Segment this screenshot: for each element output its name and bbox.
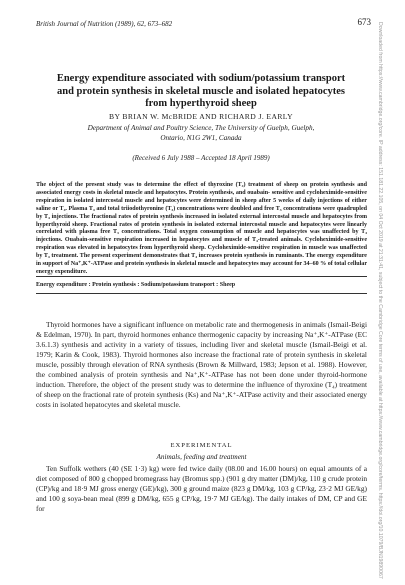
running-head	[36, 17, 371, 29]
abstract-line: sensitive and cycloheximide-sensitive respiration in isolated intercostal muscle and hepatocytes were	[36, 189, 367, 204]
journal-citation: British Journal of Nutrition (1989), 62, 673–682	[36, 20, 173, 28]
affiliation-line: Department of Animal and Poultry Science, The University of Guelph, Guelph,	[87, 124, 315, 132]
divider-rule	[36, 293, 367, 294]
abstract-line: respiration was elevated in hepatocytes from hyperthyroid sheep. Cycloheximide-sensitive respiration in	[36, 245, 307, 252]
article-title	[36, 73, 366, 111]
intro-line: tissues, including liver and skeletal muscle (Ismail-Beigi et al. 1979; Karin & Cook, 1983).	[36, 339, 368, 359]
abstract-line: intercostal muscle and hepatocytes were linearly correlated with plasma free T₃ concentrations. Total	[36, 221, 367, 236]
intro-line: to determine the influence of thyroxine (T₄) treatment of sheep on the fractional rate of	[36, 379, 367, 399]
divider-rule	[36, 276, 367, 277]
intro-line: isolated hepatocytes and skeletal muscle.	[60, 399, 181, 409]
subsection-heading: Animals, feeding and treatment	[156, 453, 247, 461]
intro-line: 1988). However, the combined analysis of protein synthesis and Na⁺,K⁺-ATPase has not	[36, 359, 367, 379]
section-heading: EXPERIMENTAL	[170, 442, 233, 449]
abstract-line: oxygen consumption of muscle and hepatocytes was unaffected by T₄ injections. Ouabain-sensitive	[36, 229, 367, 244]
abstract	[36, 182, 367, 277]
keywords: Energy expenditure : Protein synthesis : Sodium/potassium transport : Sheep	[36, 282, 236, 288]
title-line: and protein synthesis in skeletal muscle and isolated hepatocytes	[57, 85, 345, 97]
authors: BY BRIAN W. McBRIDE AND RICHARD J. EARLY	[109, 112, 293, 121]
abstract-line: skeletal muscle and hepatocytes may account for 34–60 % of total cellular energy expenditure.	[36, 261, 367, 275]
intro-line: protein synthesis (Ks) and Na⁺,K⁺-ATPase activity and their associated energy costs in	[36, 389, 367, 409]
intro-line: animals (Ismail-Beigi & Edelman, 1970). In part, thyroid hormones enhance thermogenic	[36, 320, 367, 339]
intro-line: possibly through elevation of RNA synthesis (Brown & Millward, 1983; Jepson et al.	[60, 359, 316, 369]
methods-line: matter (DM)/kg, 110 g crude protein (CP)/kg and 18·9 MJ gross energy (GE)/kg), 300 g	[36, 473, 367, 493]
abstract-line: respiration increased in hepatocytes and muscle of T₄-treated animals. Cycloheximide-sensitive	[113, 237, 367, 244]
intro-line: Thyroid hormones have a significant influence on metabolic rate and thermogenesis in	[46, 320, 302, 329]
title-line: from hyperthyroid sheep	[145, 98, 257, 109]
abstract-line: synthesis and associated energy costs in skeletal muscle and hepatocytes. Protein synthesis, and ouabain-	[36, 182, 368, 196]
title-line: Energy expenditure associated with sodium/potassium transport	[56, 73, 346, 84]
abstract-line: hepatocytes from hyperthyroid sheep. Fractional rates of protein synthesis in isolated external	[36, 213, 367, 228]
methods-line: Ten Suffolk wethers (40 (SE 1·3) kg) were fed twice daily (08.00 and 16.00 hours) on equal	[46, 464, 326, 473]
received-accepted-dates: (Received 6 July 1988 – Accepted 18 April 1989)	[132, 154, 270, 162]
intro-line: capacity by increasing Na⁺,K⁺-ATPase (EC 3.6.1.3) synthesis and activity in a variety of	[36, 329, 367, 349]
methods-line: amounts of a diet composed of 800 g chopped bromegrass hay (Bromus spp.) (901 g dry	[36, 464, 368, 483]
methods-line: ground maize (823 g DM/kg, 103 g CP/kg, 23·2 MJ GE/kg) and 100 g soya-bean meal	[36, 483, 367, 503]
introduction-paragraph	[36, 320, 367, 410]
abstract-line: The object of the present study was to determine the effect of thyroxine (T₄) treatment of sheep on protein	[36, 182, 329, 188]
abstract-line: muscle was unaffected by T₄ treatment. The present experiment demonstrates that T₄ increases protein	[36, 245, 367, 260]
page-number: 673	[357, 17, 371, 27]
affiliation	[36, 124, 366, 143]
abstract-line: determined in sheep after 5 weeks of daily injections of either saline or T₄. Plasma T₄ and total	[36, 197, 367, 212]
abstract-line: synthesis in ruminants. The energy expenditure in support of Na⁺,K⁺-ATPase and protein synthesis in	[36, 253, 367, 268]
affiliation-line: Ontario, N1G 2W1, Canada	[160, 133, 242, 142]
methods-line: (899 g DM/kg, 655 g CP/kg, 19·7 MJ GE/kg). The daily intakes of DM, CP and GE for	[36, 493, 367, 513]
intro-line: Thyroid hormones also increase the fractional rate of protein synthesis in skeletal muscle,	[36, 349, 367, 369]
abstract-line: injections. The fractional rates of protein synthesis increased in isolated external intercostal muscle and	[51, 213, 321, 220]
abstract-line: triiodothyronine (T₃) concentrations were doubled and free T₃ concentrations were quadrupled by T₄	[36, 205, 367, 220]
download-watermark: Downloaded from https://www.cambridge.org/core. IP address: 151.181.22.105, on 04 Oct 2019 at 21:31:41, subject to the Cambridge Core terms of use, available at https://www.cambridge.org/core/terms. https://doi.org/10.1079/BJN19890067	[377, 22, 383, 579]
intro-line: been done under thyroid-hormone induction. Therefore, the object of the present study was	[36, 369, 367, 389]
methods-paragraph	[36, 464, 367, 514]
